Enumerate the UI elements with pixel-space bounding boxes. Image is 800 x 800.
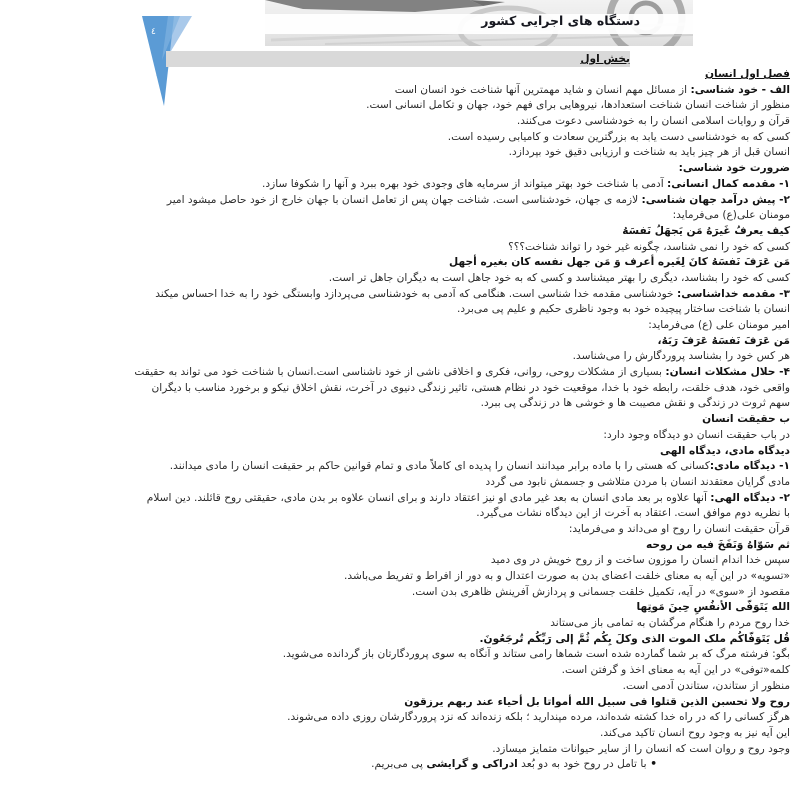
text-line: مَن عَرَفَ نَفسَهُ کانَ لِغَیره أعرف وَ مَن جهل نفسه کان بغیره أجهل — [449, 256, 790, 269]
text-line: کسی که به خودشناسی دست یابد به بزرگترین سعادت و کامیابی رسیده است. — [447, 130, 790, 143]
text-line: قرآن حقیقت انسان را روح او می‌داند و می‌فرماید: — [568, 522, 790, 535]
text-line: منظور از شناخت انسان شناخت استعدادها، نیروهایی برای فهم خود، جهان و تکامل انسانی است. — [366, 99, 790, 112]
text-line: منظور از ستاندن، ستاندن آدمی است. — [622, 679, 790, 692]
text-line: مقصود از «سوی» در آیه، تکمیل خلقت جسمانی و پردازش آفرینش ظاهری بدن است. — [411, 585, 790, 598]
text-line: سهم ثروت در زندگی و نقش مصیبت ها و خوشی ها در زندگی پی ببرد. — [480, 397, 790, 410]
text-line: هرگز کسانی را که در راه خدا کشته شده‌اند، مرده مپندارید ؛ بلکه زنده‌اند که نزد پروردگارشان روزی داده می‌شوند. — [287, 711, 790, 724]
text-line: فصل اول انسان — [704, 68, 790, 80]
document-body — [134, 51, 790, 773]
text-line: الف - خود شناسی: از مسائل مهم انسان و شاید مهمترین آنها شناخت خود انسان است — [394, 83, 790, 96]
text-line: دیدگاه مادی، دیدگاه الهی — [660, 444, 790, 457]
text-line: این آیه نیز به وجود روح انسان تاکید می‌کند. — [599, 726, 790, 739]
text-line: ۱- مقدمه کمال انسانی: آدمی با شناخت خود بهتر میتواند از سرمایه های وجودی خود بهره ببرد و آنها را شکوفا سازد. — [262, 177, 790, 190]
text-line: مَن عَرَفَ نَفسَهُ عَرَفَ رَبَهُ، — [657, 334, 790, 347]
text-line: قرآن و روایات اسلامی انسان را به خودشناسی دعوت می‌کنند. — [516, 115, 790, 128]
text-line: ۲- پیش درآمد جهان شناسی: لازمه ی جهان، خودشناسی است. شناخت جهان پس از تعامل انسان با جهان خارج از خود حاصل میشود امیر — [166, 193, 790, 206]
text-line: انسان قبل از هر چیز باید به شناخت و ارزیابی دقیق خود بپردازد. — [508, 146, 790, 159]
text-line: خدا روح مردم را هنگام مرگشان به تمامی باز می‌ستاند — [550, 617, 790, 630]
text-line: امیر مومنان علی (ع) می‌فرماید: — [648, 319, 790, 331]
text-line: سپس خدا اندام انسان را موزون ساخت و از روح خویش در وی دمید — [490, 554, 790, 567]
text-line: انسان با شناخت ساختار پیچیده خود به وجود ناظری حکیم و علیم پی می‌برد. — [456, 303, 790, 316]
text-line: ب حقیقت انسان — [702, 413, 790, 426]
text-line: ۳- مقدمه خداشناسی: خودشناسی مقدمه خدا شناسی است. هنگامی که آدمی به خودشناسی می‌پردازد وابستگی خود را به خدا احساس میکند — [155, 287, 790, 300]
text-line: در باب حقیقت انسان دو دیدگاه وجود دارد: — [603, 428, 790, 441]
text-line: کیف یعرفُ غَیرَهُ مَن یَجهَلُ نَفسَهُ — [622, 224, 790, 237]
text-line: مومنان علی(ع) می‌فرماید: — [672, 209, 790, 222]
text-line: ۴- حلال مشکلات انسان: بسیاری از مشکلات روحی، روانی، فکری و اخلاقی ناشی از خود ناشناسی است.انسان با شناخت خود می تواند به حقیقت — [134, 366, 790, 379]
text-line: هر کس خود را بشناسد پروردگارش را می‌شناسد. — [572, 350, 790, 363]
text-line: کلمه«توفی» در این آیه به معنای اخذ و گرفتن است. — [561, 664, 790, 677]
text-line: بگو: فرشته مرگ که بر شما گمارده شده است شماها رامی ستاند و آنگاه به سوی پروردگارتان باز گردانده می‌شوید. — [282, 648, 790, 661]
text-line: واقعی خود، هدف خلقت، رابطه خود با خدا، موقعیت خود در نظام هستی، تاثیر زندگی دنیوی در آخرت، نقش اخلاق نیکو و برخورد مناسب با دیگران — [151, 381, 790, 394]
text-line: بخش اول — [166, 51, 630, 67]
text-line: ضرورت خود شناسی: — [678, 162, 790, 175]
text-line: روح ولا تحسبن الذین قتلوا فی سبیل الله أمواتا بل أحیاء عند ربهم یرزقون — [404, 695, 790, 708]
text-line: ثم سَوّاهُ وَنَفَخَ فیه من روحه — [645, 538, 790, 551]
text-line: کسی که خود را بشناسد، دیگری را بهتر میشناسد و کسی که به خود جاهل است به دیگران جاهل تر است. — [328, 271, 790, 284]
text-line: ۲- دیدگاه الهی: آنها علاوه بر بعد مادی انسان به بعد غیر مادی او نیز اعتقاد دارند و برای انسان علاوه بر بدن مادی، حقیقتی روح قائلند. دین اسلام — [146, 491, 790, 504]
text-line: وجود روح و روان است که انسان را از سایر حیوانات متمایز میسازد. — [492, 742, 790, 755]
text-line: • با تامل در روح خود به دو بُعد ادراکی و گرایشی پی می‌بریم. — [371, 758, 657, 771]
text-line: با نظریه دوم موافق است. اعتقاد به آخرت از این دیدگاه نشات می‌گیرد. — [476, 507, 790, 520]
text-line: الله یَتَوَفّی الأنفُسِ حِینَ مَوتِها — [636, 601, 790, 614]
text-line: ۱- دیدگاه مادی:کسانی که هستی را با ماده برابر میدانند انسان را پدیده ای کاملاً مادی و تمام قوانین حاکم بر حقیقت انسان را مادی میدانند. — [169, 460, 790, 473]
text-line: مادی گرایان معتقدند انسان با مردن متلاشی و جسمش نابود می گردد — [485, 475, 790, 488]
text-line: کسی که خود را نمی شناسد، چگونه غیر خود را تواند شناخت؟؟؟ — [508, 240, 790, 253]
page-title: دستگاه های اجرایی کشور — [481, 13, 640, 28]
text-line: «تسویه» در این آیه به معنای خلقت اعضای بدن به صورت اعتدال و به دور از افراط و تفریط می‌باشد. — [344, 570, 790, 582]
text-line: قُل یَتَوَفّاکُم ملک الموت الذی وکلَ بِکُم ثُمَّ إلی رَبِّکُم تُرجَعُونَ. — [479, 632, 790, 645]
page-number: ٤ — [151, 27, 156, 37]
